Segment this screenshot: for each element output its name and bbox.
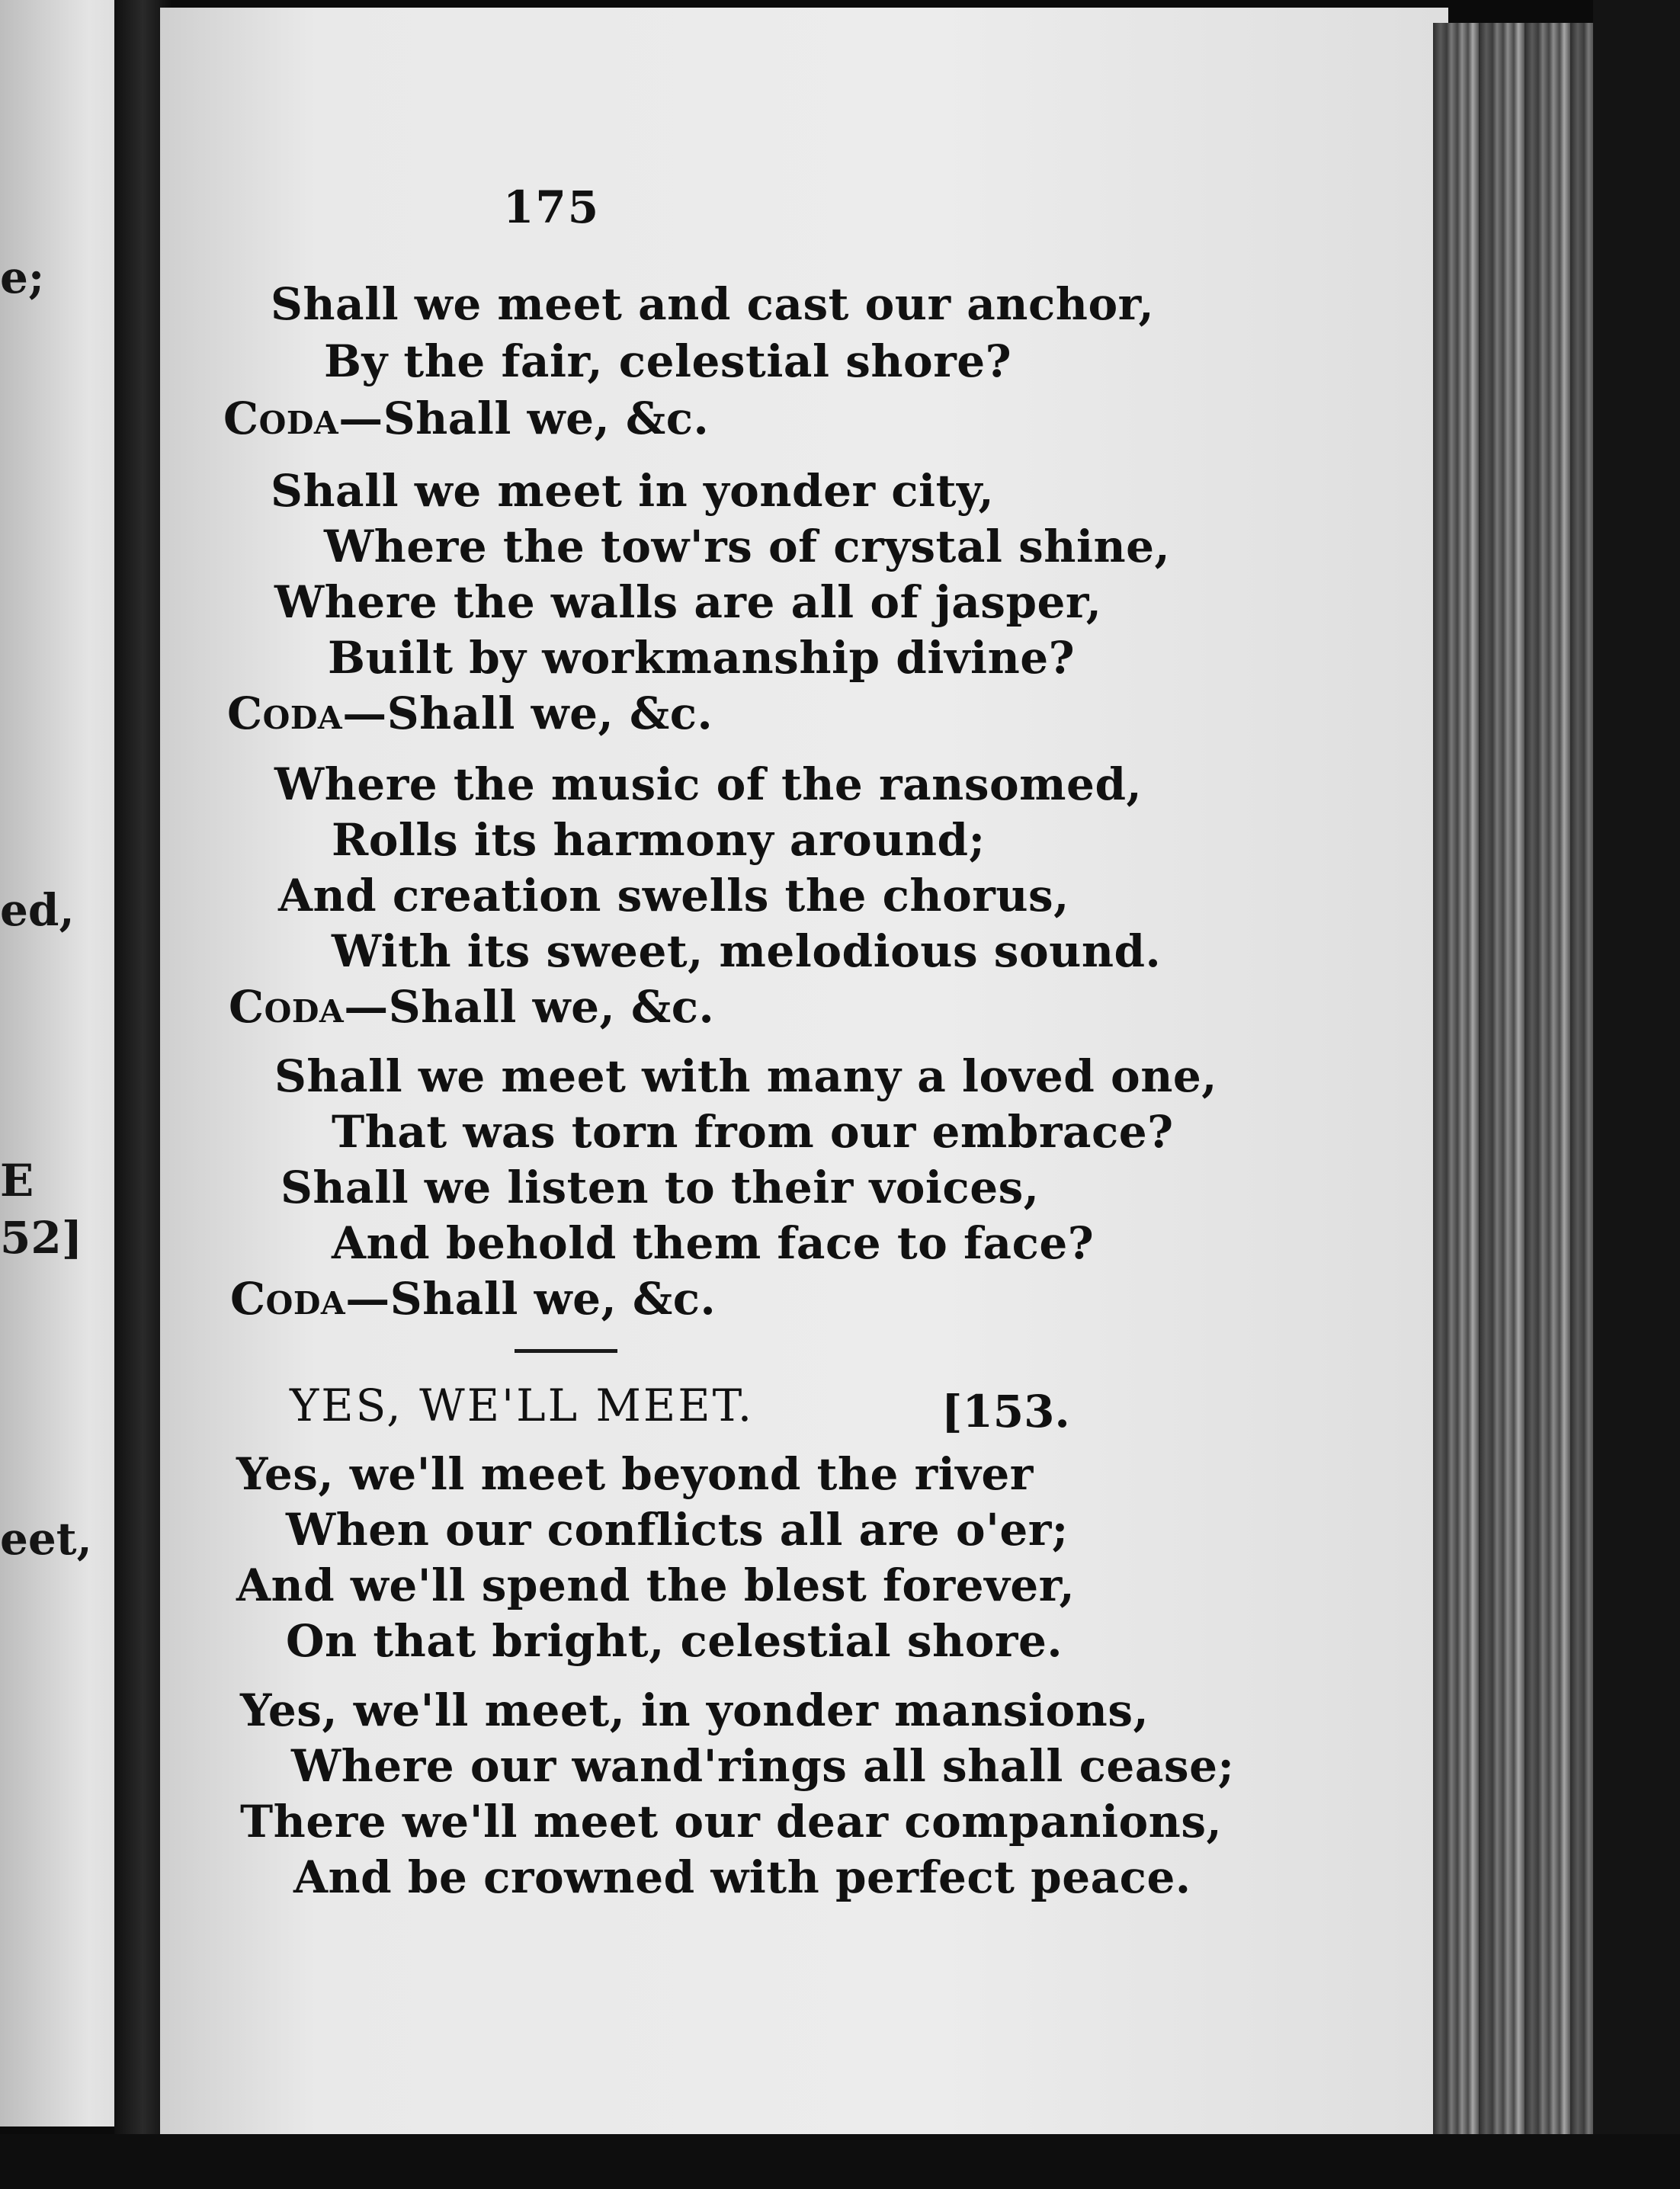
- verse-line: And we'll spend the blest forever,: [236, 1559, 1076, 1611]
- coda-text: —Shall we, &c.: [344, 981, 715, 1033]
- coda-label: Coda: [229, 981, 345, 1033]
- verse-line: Shall we listen to their voices,: [281, 1162, 1040, 1213]
- verse-line: And be crowned with perfect peace.: [293, 1851, 1191, 1903]
- left-page-fragment: eet,: [0, 1513, 92, 1565]
- verse-line: On that bright, celestial shore.: [286, 1615, 1063, 1667]
- coda-text: —Shall we, &c.: [345, 1273, 717, 1325]
- verse-line: Rolls its harmony around;: [332, 814, 986, 866]
- verse-line: Shall we meet and cast our anchor,: [271, 278, 1155, 330]
- coda-line: [230, 1273, 716, 1325]
- verse-line: Yes, we'll meet, in yonder mansions,: [240, 1684, 1149, 1736]
- verse-line: Where the music of the ransomed,: [274, 758, 1143, 810]
- coda-text: —Shall we, &c.: [342, 687, 713, 739]
- verse-line: There we'll meet our dear companions,: [240, 1796, 1223, 1848]
- page-number: 175: [503, 181, 601, 233]
- verse-line: When our conflicts all are o'er;: [286, 1504, 1069, 1556]
- verse-line: Built by workmanship divine?: [328, 632, 1076, 684]
- verse-line: Where our wand'rings all shall cease;: [291, 1740, 1235, 1792]
- left-page-fragment: ed,: [0, 884, 75, 936]
- coda-line: [223, 393, 709, 444]
- verse-line: Yes, we'll meet beyond the river: [236, 1448, 1034, 1500]
- left-page-fragment: e;: [0, 252, 45, 303]
- coda-line: [229, 981, 714, 1033]
- verse-line: And creation swells the chorus,: [278, 870, 1069, 921]
- coda-label: Coda: [230, 1273, 346, 1325]
- verse-line: Shall we meet with many a loved one,: [274, 1050, 1217, 1102]
- coda-text: —Shall we, &c.: [338, 393, 710, 444]
- coda-line: [227, 687, 713, 739]
- left-page-fragment: E: [0, 1155, 34, 1207]
- verse-line: Where the tow'rs of crystal shine,: [324, 521, 1171, 572]
- verse-line: Shall we meet in yonder city,: [271, 465, 995, 517]
- verse-line: That was torn from our embrace?: [332, 1106, 1174, 1158]
- verse-line: With its sweet, melodious sound.: [332, 925, 1162, 977]
- left-page-fragment: 52]: [0, 1212, 83, 1264]
- section-divider: [515, 1349, 617, 1353]
- verse-line: Where the walls are all of jasper,: [274, 576, 1102, 628]
- hymn-title: YES, WE'LL MEET.: [290, 1380, 755, 1431]
- verse-line: And behold them face to face?: [332, 1217, 1095, 1269]
- verse-line: By the fair, celestial shore?: [324, 335, 1012, 387]
- coda-label: Coda: [227, 687, 343, 739]
- hymn-number: [153.: [941, 1386, 1070, 1437]
- coda-label: Coda: [223, 393, 339, 444]
